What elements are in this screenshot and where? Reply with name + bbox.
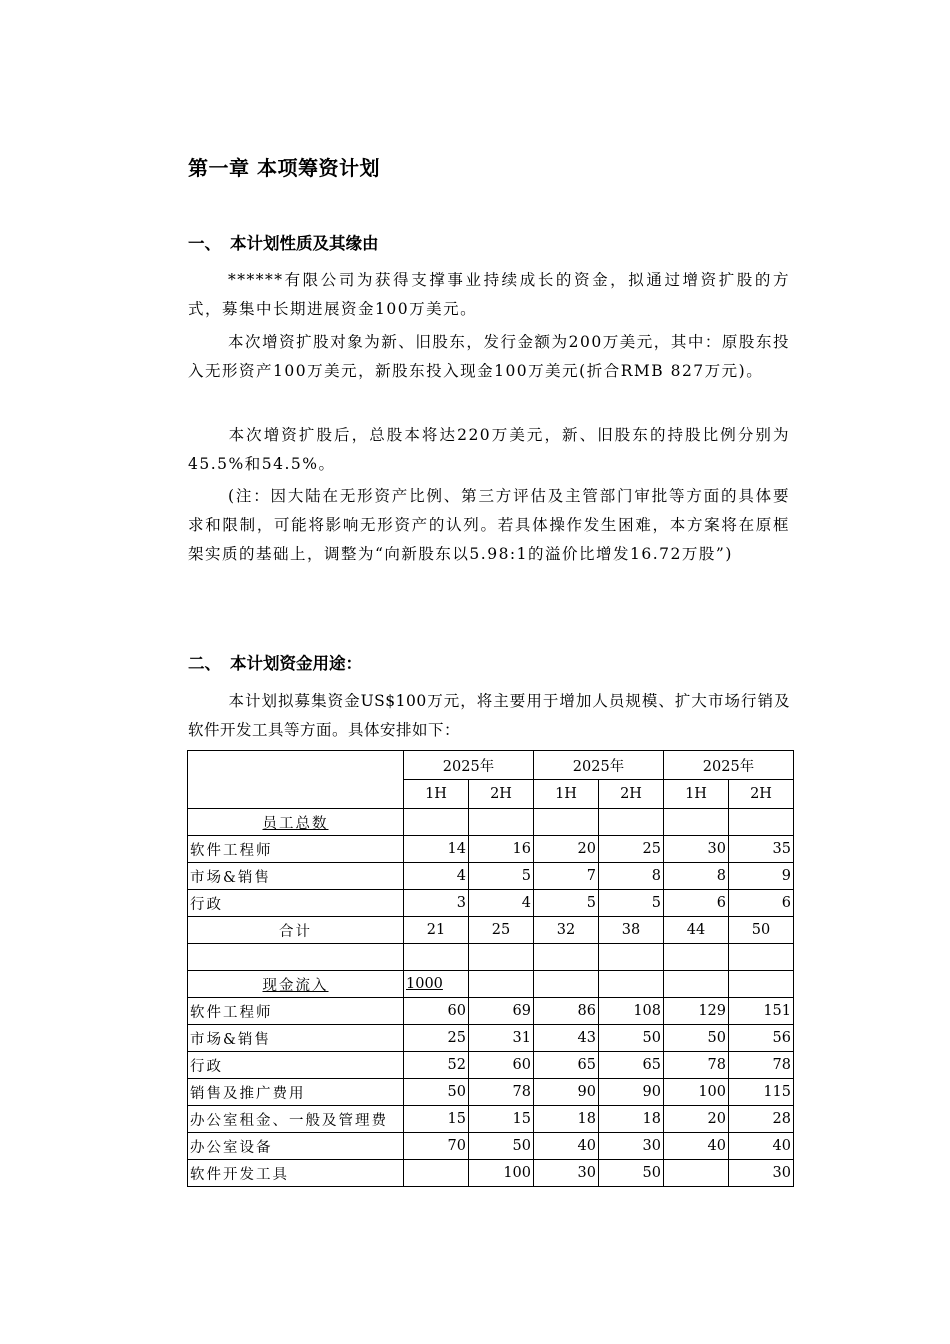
row-value: 14 (404, 836, 469, 863)
row-label: 办公室租金、一般及管理费 (188, 1106, 404, 1133)
blank-row (188, 944, 794, 971)
total-row (188, 917, 794, 944)
row-value: 90 (599, 1079, 664, 1106)
empty-cell (534, 809, 599, 836)
total-value: 38 (599, 917, 664, 944)
section-1-number: 一、 (188, 234, 221, 253)
empty-cell (188, 944, 404, 971)
row-value: 8 (664, 863, 729, 890)
row-value: 78 (664, 1052, 729, 1079)
empty-cell (664, 971, 729, 998)
row-label: 软件工程师 (188, 836, 404, 863)
row-value: 20 (534, 836, 599, 863)
empty-cell (664, 809, 729, 836)
section-1-p4-text: (注：因大陆在无形资产比例、第三方评估及主管部门审批等方面的具体要求和限制，可能将影响无形资产的认列。若具体操作发生困难，本方案将在原框架实质的基础上，调整为“向新股东以5.98:1的溢价比增发16.72万股”) (188, 487, 790, 563)
row-label: 软件工程师 (188, 998, 404, 1025)
row-value: 15 (469, 1106, 534, 1133)
row-value: 50 (599, 1025, 664, 1052)
cash-row (188, 1106, 794, 1133)
row-value: 8 (599, 863, 664, 890)
row-value: 65 (599, 1052, 664, 1079)
row-value: 60 (404, 998, 469, 1025)
empty-cell (469, 809, 534, 836)
row-value: 115 (729, 1079, 794, 1106)
section-1-p2-text: 本次增资扩股对象为新、旧股东，发行金额为200万美元，其中：原股东投入无形资产100万美元，新股东投入现金100万美元(折合RMB 827万元)。 (188, 333, 790, 380)
section-1-paragraph-2 (188, 328, 790, 386)
row-value: 6 (729, 890, 794, 917)
section-2-heading (188, 650, 362, 674)
half-header-2: 1H (534, 780, 599, 809)
section-1-paragraph-1 (188, 266, 790, 324)
section-1-p3-text: 本次增资扩股后，总股本将达220万美元，新、旧股东的持股比例分别为45.5%和54.5%。 (188, 426, 790, 473)
row-value: 50 (599, 1160, 664, 1187)
row-value: 56 (729, 1025, 794, 1052)
cash-row (188, 1079, 794, 1106)
row-value: 4 (404, 863, 469, 890)
year-header-1: 2025年 (534, 751, 664, 780)
row-value: 15 (404, 1106, 469, 1133)
row-label: 市场&销售 (188, 1025, 404, 1052)
row-value: 30 (599, 1133, 664, 1160)
row-value: 40 (729, 1133, 794, 1160)
year-header-0: 2025年 (404, 751, 534, 780)
half-header-3: 2H (599, 780, 664, 809)
section-1-p1-text: ******有限公司为获得支撑事业持续成长的资金，拟通过增资扩股的方式，募集中长期进展资金100万美元。 (188, 271, 790, 318)
row-value: 31 (469, 1025, 534, 1052)
row-value: 100 (664, 1079, 729, 1106)
row-label: 软件开发工具 (188, 1160, 404, 1187)
total-value: 21 (404, 917, 469, 944)
row-value: 18 (534, 1106, 599, 1133)
empty-cell (534, 944, 599, 971)
empty-cell (404, 944, 469, 971)
empty-cell (599, 944, 664, 971)
total-value: 25 (469, 917, 534, 944)
empty-cell (729, 971, 794, 998)
total-value: 50 (729, 917, 794, 944)
row-value: 50 (469, 1133, 534, 1160)
row-value: 30 (534, 1160, 599, 1187)
year-header-2: 2025年 (664, 751, 794, 780)
row-value: 50 (404, 1079, 469, 1106)
staff-row (188, 836, 794, 863)
row-value: 129 (664, 998, 729, 1025)
empty-cell (534, 971, 599, 998)
staff-header-label: 员工总数 (188, 809, 404, 836)
fund-usage-table (187, 750, 794, 1187)
cash-row (188, 1052, 794, 1079)
row-value: 30 (664, 836, 729, 863)
row-label: 行政 (188, 1052, 404, 1079)
staff-row (188, 863, 794, 890)
half-header-0: 1H (404, 780, 469, 809)
cash-row (188, 998, 794, 1025)
row-value: 100 (469, 1160, 534, 1187)
row-value: 30 (729, 1160, 794, 1187)
row-value: 86 (534, 998, 599, 1025)
row-value: 108 (599, 998, 664, 1025)
row-value: 28 (729, 1106, 794, 1133)
staff-header-row (188, 809, 794, 836)
row-label: 市场&销售 (188, 863, 404, 890)
section-2-paragraph-1 (188, 687, 790, 745)
section-1-heading (188, 230, 379, 254)
staff-row (188, 890, 794, 917)
row-value: 6 (664, 890, 729, 917)
cash-row (188, 1160, 794, 1187)
section-1-title: 本计划性质及其缘由 (230, 234, 379, 253)
row-value: 5 (599, 890, 664, 917)
empty-cell (599, 809, 664, 836)
row-value: 16 (469, 836, 534, 863)
row-value: 18 (599, 1106, 664, 1133)
row-label: 行政 (188, 890, 404, 917)
row-value: 5 (469, 863, 534, 890)
row-value: 151 (729, 998, 794, 1025)
cash-row (188, 1133, 794, 1160)
row-value: 65 (534, 1052, 599, 1079)
row-label: 销售及推广费用 (188, 1079, 404, 1106)
cash-row (188, 1025, 794, 1052)
table-corner-cell (188, 751, 404, 809)
cash-in-value: 1000 (404, 971, 469, 998)
row-value: 20 (664, 1106, 729, 1133)
section-2-p1-text: 本计划拟募集资金US$100万元，将主要用于增加人员规模、扩大市场行销及软件开发工具等方面。具体安排如下： (188, 692, 790, 739)
row-value: 40 (534, 1133, 599, 1160)
row-label: 办公室设备 (188, 1133, 404, 1160)
row-value: 9 (729, 863, 794, 890)
empty-cell (729, 809, 794, 836)
half-header-5: 2H (729, 780, 794, 809)
row-value: 40 (664, 1133, 729, 1160)
row-value: 3 (404, 890, 469, 917)
row-value: 78 (729, 1052, 794, 1079)
empty-cell (599, 971, 664, 998)
row-value: 25 (404, 1025, 469, 1052)
section-1-paragraph-4 (188, 482, 790, 569)
row-value (404, 1160, 469, 1187)
row-value: 78 (469, 1079, 534, 1106)
row-value: 43 (534, 1025, 599, 1052)
row-value: 52 (404, 1052, 469, 1079)
row-value: 5 (534, 890, 599, 917)
chapter-title: 第一章 本项筹资计划 (188, 156, 380, 180)
row-value: 70 (404, 1133, 469, 1160)
cash-header-row (188, 971, 794, 998)
total-value: 32 (534, 917, 599, 944)
empty-cell (404, 809, 469, 836)
empty-cell (664, 944, 729, 971)
row-value: 4 (469, 890, 534, 917)
row-value: 35 (729, 836, 794, 863)
row-value: 60 (469, 1052, 534, 1079)
section-2-number: 二、 (188, 654, 221, 673)
section-2-title: 本计划资金用途： (230, 654, 362, 673)
row-value (664, 1160, 729, 1187)
row-value: 90 (534, 1079, 599, 1106)
empty-cell (469, 971, 534, 998)
half-header-1: 2H (469, 780, 534, 809)
half-header-4: 1H (664, 780, 729, 809)
section-1-paragraph-3 (188, 421, 790, 479)
row-value: 50 (664, 1025, 729, 1052)
row-value: 69 (469, 998, 534, 1025)
row-value: 25 (599, 836, 664, 863)
row-value: 7 (534, 863, 599, 890)
empty-cell (729, 944, 794, 971)
total-value: 44 (664, 917, 729, 944)
total-label: 合计 (188, 917, 404, 944)
empty-cell (469, 944, 534, 971)
table-header-years (188, 751, 794, 780)
cash-header-label: 现金流入 (188, 971, 404, 998)
